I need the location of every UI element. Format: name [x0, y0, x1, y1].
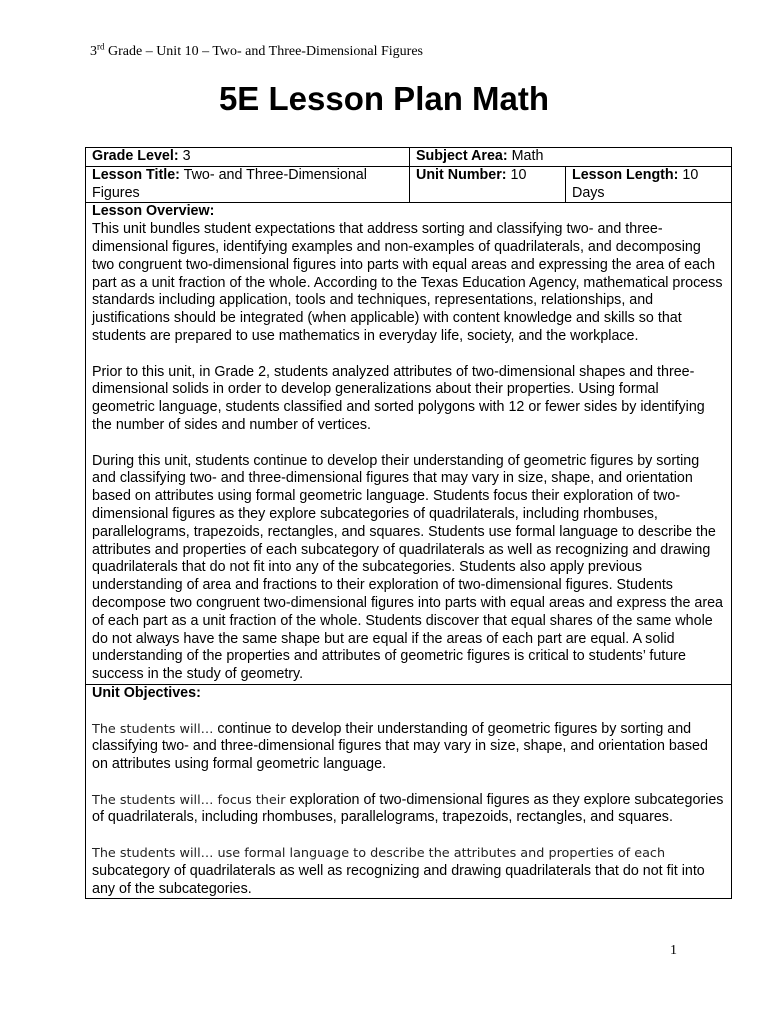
grade-level-label: Grade Level: — [92, 148, 179, 164]
table-row — [86, 203, 732, 685]
unit-number-cell — [410, 166, 566, 203]
objective-lead: The students will… focus their — [92, 792, 286, 808]
subject-area-label: Subject Area: — [416, 148, 508, 164]
unit-number-label: Unit Number: — [416, 166, 507, 183]
overview-paragraph: This unit bundles student expectations that address sorting and classifying two- and three-dimensional figures, identifying examples and non-examples of quadrilaterals, and decomposing two congruent two-dimensional figures into parts with equal areas and expressing the area of each part as a unit fraction of the whole. According to the Texas Education Agency, mathematical process standards including application, tools and techniques, representations, relationships, and justifications should be integrated (when applicable) with content knowledge and skills so that students are prepared to use mathematics in everyday life, society, and the workplace. — [92, 221, 723, 344]
overview-paragraph: During this unit, students continue to develop their understanding of geometric figures by sorting and classifying two- and three-dimensional figures that may vary in size, shape, and orientation based on attributes using formal geometric language. Students focus their exploration of two-dimensional figures as they explore subcategories of quadrilaterals, including rhombuses, parallelograms, trapezoids, rectangles, and squares. Students use formal language to describe the attributes and properties of each subcategory of quadrilaterals as well as recognizing and drawing quadrilaterals that do not fit into any of the subcategories. Students also apply previous understanding of area and fractions to their exploration of two-dimensional figures. Students decompose two congruent two-dimensional figures into parts with equal areas and express the area of each part as a unit fraction of the whole. Students discover that equal shares of the same whole do not always have the same shape but are equal if the areas of each part are equal. A solid understanding of the properties and attributes of geometric figures is critical to students’ future success in the study of geometry. — [92, 452, 724, 683]
objective-text: exploration of two-dimensional figures as they explore subcategories of quadrilaterals, including rhombuses, parallelograms, trapezoids, rectangles, and squares. — [92, 791, 724, 826]
lesson-title-value: Two- and Three-Dimensional Figures — [92, 166, 367, 201]
objective-item — [92, 845, 725, 898]
subject-area-cell — [410, 148, 732, 167]
unit-objectives-cell — [86, 684, 732, 899]
objective-lead: The students will… use formal language to describe the attributes and properties of each — [92, 846, 666, 862]
subject-area-value: Math — [507, 148, 544, 164]
lesson-overview-cell — [86, 203, 732, 685]
header-grade-suffix: rd — [97, 41, 105, 52]
lesson-length-value: 10 Days — [572, 166, 699, 201]
table-row — [86, 166, 732, 203]
unit-number-value: 10 — [506, 166, 527, 183]
lesson-title-cell — [86, 166, 410, 203]
lesson-length-cell — [566, 166, 732, 203]
objective-item — [92, 721, 725, 774]
lesson-plan-table — [85, 147, 732, 899]
objective-text: continue to develop their understanding of geometric figures by sorting and classifying two- and three-dimensional figures that may vary in size, shape, and orientation based on attributes using formal geometric language. — [92, 720, 708, 773]
lesson-overview-label: Lesson Overview: — [92, 203, 215, 220]
objective-lead: The students will… — [92, 721, 214, 737]
table-row — [86, 684, 732, 899]
grade-level-value: 3 — [178, 148, 191, 164]
lesson-length-label: Lesson Length: — [572, 166, 679, 183]
document-title: 5E Lesson Plan Math — [218, 80, 550, 117]
table-row — [86, 148, 732, 167]
objective-text: subcategory of quadrilaterals as well as recognizing and drawing quadrilaterals that do not fit into any of the subcategories. — [92, 862, 705, 897]
objective-item — [92, 792, 725, 828]
unit-objectives-label: Unit Objectives: — [92, 684, 201, 701]
header-text: Grade – Unit 10 – Two- and Three-Dimensional Figures — [104, 44, 423, 59]
overview-paragraph: Prior to this unit, in Grade 2, students analyzed attributes of two-dimensional shapes and three-dimensional solids in order to develop generalizations about their properties. Using formal geometric language, students classified and sorted polygons with 12 or fewer sides by identifying the number of sides and number of vertices. — [92, 363, 705, 433]
page-number: 1 — [670, 943, 677, 958]
header-grade-number: 3 — [90, 44, 97, 59]
lesson-title-label: Lesson Title: — [92, 166, 180, 183]
page-header — [90, 41, 423, 60]
grade-level-cell — [86, 148, 410, 167]
